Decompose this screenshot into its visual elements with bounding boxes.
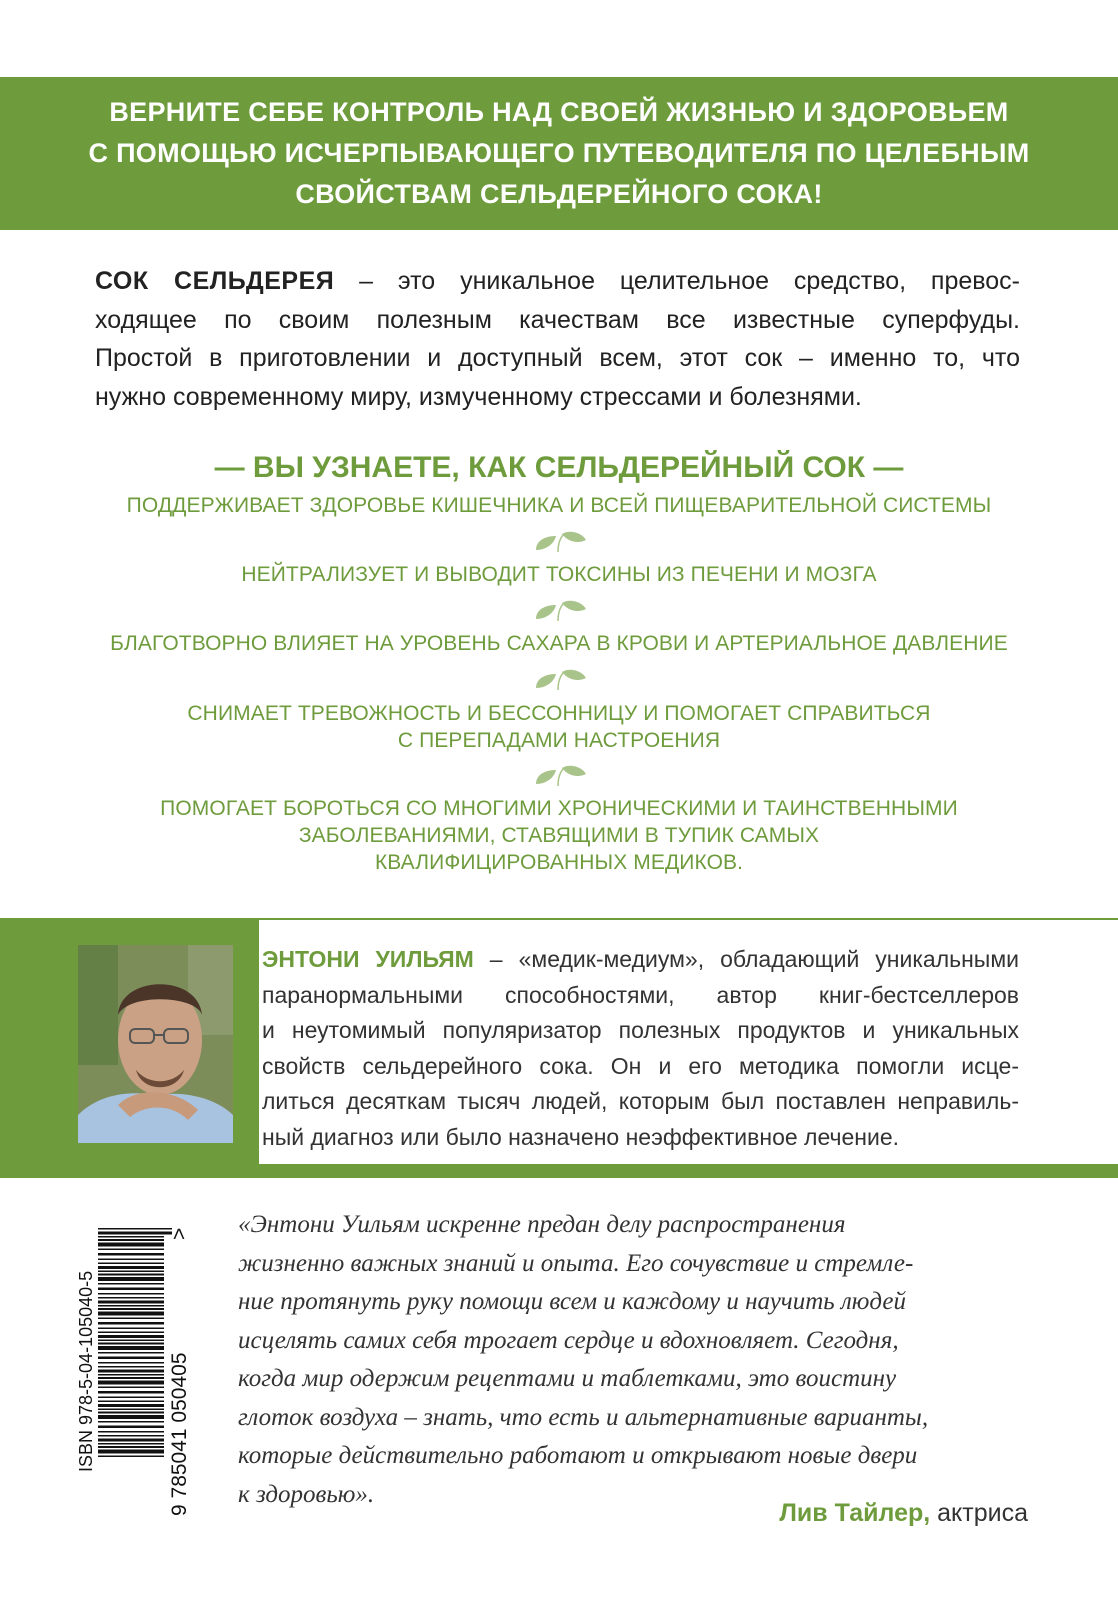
- barcode-bar: [98, 1293, 164, 1295]
- quote-line: «Энтони Уильям искренне предан делу распространения: [238, 1211, 846, 1238]
- isbn-barcode: [76, 1224, 196, 1524]
- barcode-bar: [98, 1366, 164, 1368]
- quote-line: которые действительно работают и открывают новые двери: [238, 1442, 918, 1469]
- barcode-bar: [98, 1397, 164, 1399]
- intro-line-4: нужно современному миру, измученному стрессами и болезнями.: [95, 382, 862, 411]
- barcode-bar: [98, 1232, 172, 1235]
- barcode-bar: [98, 1387, 164, 1389]
- bio-line-1-rest: – «медик-медиум», обладающий уникальными: [473, 946, 1020, 972]
- barcode-bar: [98, 1343, 164, 1345]
- barcode-bar: [98, 1301, 164, 1304]
- barcode-bar: [98, 1318, 164, 1320]
- bio-line-1: [262, 942, 1019, 978]
- barcode-bar: [98, 1308, 164, 1310]
- barcode-bar: [98, 1335, 164, 1338]
- barcode-bar: [98, 1439, 164, 1442]
- benefit-item: [0, 561, 1118, 588]
- banner-line-3: СВОЙСТВАМ СЕЛЬДЕРЕЙНОГО СОКА!: [295, 179, 823, 209]
- barcode-bar: [98, 1346, 164, 1350]
- top-banner: [0, 77, 1118, 230]
- barcode-bar: [98, 1305, 164, 1307]
- author-bio: [262, 942, 1019, 1155]
- benefit-line: ПОМОГАЕТ БОРОТЬСЯ СО МНОГИМИ ХРОНИЧЕСКИМИ И ТАИНСТВЕННЫМИ: [160, 797, 958, 820]
- barcode-bar: [98, 1446, 164, 1448]
- benefit-item: [0, 700, 1118, 754]
- intro-line-2: ходящее по своим полезным качествам все известные суперфуды.: [95, 305, 1020, 334]
- barcode-bar: [98, 1374, 164, 1376]
- intro-line-1: [95, 262, 1020, 301]
- barcode-bar: [98, 1297, 164, 1299]
- barcode-bar: [98, 1228, 172, 1230]
- barcode-bar: [98, 1391, 164, 1394]
- benefit-line: ЗАБОЛЕВАНИЯМИ, СТАВЯЩИМИ В ТУПИК САМЫХ: [298, 824, 820, 847]
- barcode-bar: [98, 1288, 164, 1291]
- review-quote: [238, 1206, 1018, 1514]
- barcode-bar: [98, 1243, 164, 1247]
- barcode-bar: [98, 1415, 164, 1419]
- barcode-bar: [98, 1236, 164, 1238]
- barcode-bar: [98, 1328, 164, 1330]
- barcode-bar: [98, 1370, 164, 1373]
- barcode-bar: [98, 1431, 164, 1433]
- intro-paragraph: [95, 262, 1020, 416]
- leaf-sprig-icon: [532, 530, 588, 554]
- barcode-bar: [98, 1263, 164, 1265]
- barcode-bar: [98, 1266, 164, 1269]
- barcode-bar: [98, 1435, 164, 1437]
- barcode-bar: [98, 1274, 164, 1276]
- barcode-bars: [76, 1224, 196, 1524]
- quote-line: ние протянуть руку помощи всем и каждому и научить людей: [238, 1288, 906, 1315]
- barcode-bar: [98, 1249, 164, 1251]
- quote-author-role: актриса: [930, 1499, 1028, 1527]
- barcode-bar: [98, 1357, 164, 1360]
- leaf-sprig-icon: [532, 764, 588, 788]
- benefit-item: [0, 795, 1118, 876]
- intro-line-3: Простой в приготовлении и доступный всем, этот сок – именно то, что: [95, 344, 1020, 372]
- bio-line-5: литься десяткам тысяч людей, которым был поставлен неправиль-: [262, 1088, 1019, 1114]
- barcode-arrow: >: [168, 1227, 191, 1240]
- benefit-item: [0, 630, 1118, 657]
- barcode-bar: [98, 1340, 164, 1342]
- benefit-line: ПОДДЕРЖИВАЕТ ЗДОРОВЬЕ КИШЕЧНИКА И ВСЕЙ ПИЩЕВАРИТЕЛЬНОЙ СИСТЕМЫ: [126, 494, 992, 517]
- barcode-bar: [98, 1283, 164, 1285]
- bio-line-4: свойств сельдерейного сока. Он и его методика помогли исце-: [262, 1052, 1019, 1079]
- quote-line: глоток воздуха – знать, что есть и альтернативные варианты,: [238, 1403, 929, 1431]
- barcode-bar: [98, 1404, 164, 1407]
- bio-line-6: ный диагноз или было назначено неэффективное лечение.: [262, 1123, 900, 1150]
- benefit-line: С ПЕРЕПАДАМИ НАСТРОЕНИЯ: [397, 729, 721, 752]
- benefit-line: СНИМАЕТ ТРЕВОЖНОСТЬ И БЕССОННИЦУ И ПОМОГАЕТ СПРАВИТЬСЯ: [187, 702, 931, 725]
- barcode-bar: [98, 1412, 164, 1414]
- barcode-bar: [98, 1456, 164, 1458]
- barcode-bar: [98, 1362, 164, 1364]
- barcode-bar: [98, 1271, 164, 1273]
- leaf-sprig-icon: [532, 599, 588, 623]
- barcode-bar: [98, 1312, 164, 1316]
- benefit-line: БЛАГОТВОРНО ВЛИЯЕТ НА УРОВЕНЬ САХАРА В КРОВИ И АРТЕРИАЛЬНОЕ ДАВЛЕНИЕ: [110, 632, 1008, 655]
- barcode-bar: [98, 1259, 164, 1261]
- learn-heading: — ВЫ УЗНАЕТЕ, КАК СЕЛЬДЕРЕЙНЫЙ СОК —: [214, 451, 904, 484]
- barcode-bar: [98, 1332, 164, 1334]
- barcode-bar: [98, 1426, 164, 1429]
- intro-bold-title: СОК СЕЛЬДЕРЕЯ: [95, 267, 335, 295]
- benefit-line: КВАЛИФИЦИРОВАННЫХ МЕДИКОВ.: [374, 851, 744, 874]
- benefit-item: [0, 492, 1118, 519]
- barcode-bar: [98, 1352, 164, 1354]
- barcode-bar: [98, 1401, 164, 1403]
- barcode-bar: [98, 1277, 164, 1281]
- bio-line-3: и неутомимый популяризатор полезных продуктов и уникальных: [262, 1017, 1019, 1043]
- barcode-bar: [98, 1377, 164, 1379]
- quote-line: когда мир одержим рецептами и таблетками, это воистину: [238, 1365, 897, 1392]
- barcode-bar: [98, 1322, 164, 1325]
- barcode-bar: [98, 1443, 164, 1445]
- author-portrait: [78, 945, 233, 1143]
- barcode-bar: [98, 1253, 164, 1256]
- barcode-bar: [98, 1381, 164, 1385]
- quote-line: жизненно важных знаний и опыта. Его сочувствие и стремле-: [238, 1249, 914, 1277]
- banner-line-2: С ПОМОЩЬЮ ИСЧЕРПЫВАЮЩЕГО ПУТЕВОДИТЕЛЯ ПО ЦЕЛЕБНЫМ: [88, 138, 1030, 168]
- quote-author: Лив Тайлер,: [779, 1499, 931, 1527]
- barcode-digits: 9 785041 050405: [168, 1352, 191, 1516]
- isbn-text: ISBN 978-5-04-105040-5: [76, 1270, 96, 1472]
- benefit-line: НЕЙТРАЛИЗУЕТ И ВЫВОДИТ ТОКСИНЫ ИЗ ПЕЧЕНИ И МОЗГА: [241, 563, 877, 586]
- bio-line-2: паранормальными способностями, автор книг-бестселлеров: [262, 981, 1019, 1008]
- leaf-sprig-icon: [532, 668, 588, 692]
- quote-attribution: [779, 1496, 1028, 1530]
- intro-line-1-rest: – это уникальное целительное средство, превос-: [334, 267, 1021, 295]
- quote-line: к здоровью».: [238, 1480, 375, 1508]
- barcode-bar: [98, 1239, 164, 1241]
- barcode-bar: [98, 1450, 164, 1454]
- barcode-bar: [98, 1409, 164, 1411]
- banner-line-1: ВЕРНИТЕ СЕБЕ КОНТРОЛЬ НАД СВОЕЙ ЖИЗНЬЮ И ЗДОРОВЬЕМ: [109, 97, 1009, 127]
- quote-line: исцелять самих себя трогает сердце и вдохновляет. Сегодня,: [238, 1326, 899, 1354]
- barcode-bar: [98, 1421, 164, 1423]
- author-name: ЭНТОНИ УИЛЬЯМ: [262, 946, 474, 972]
